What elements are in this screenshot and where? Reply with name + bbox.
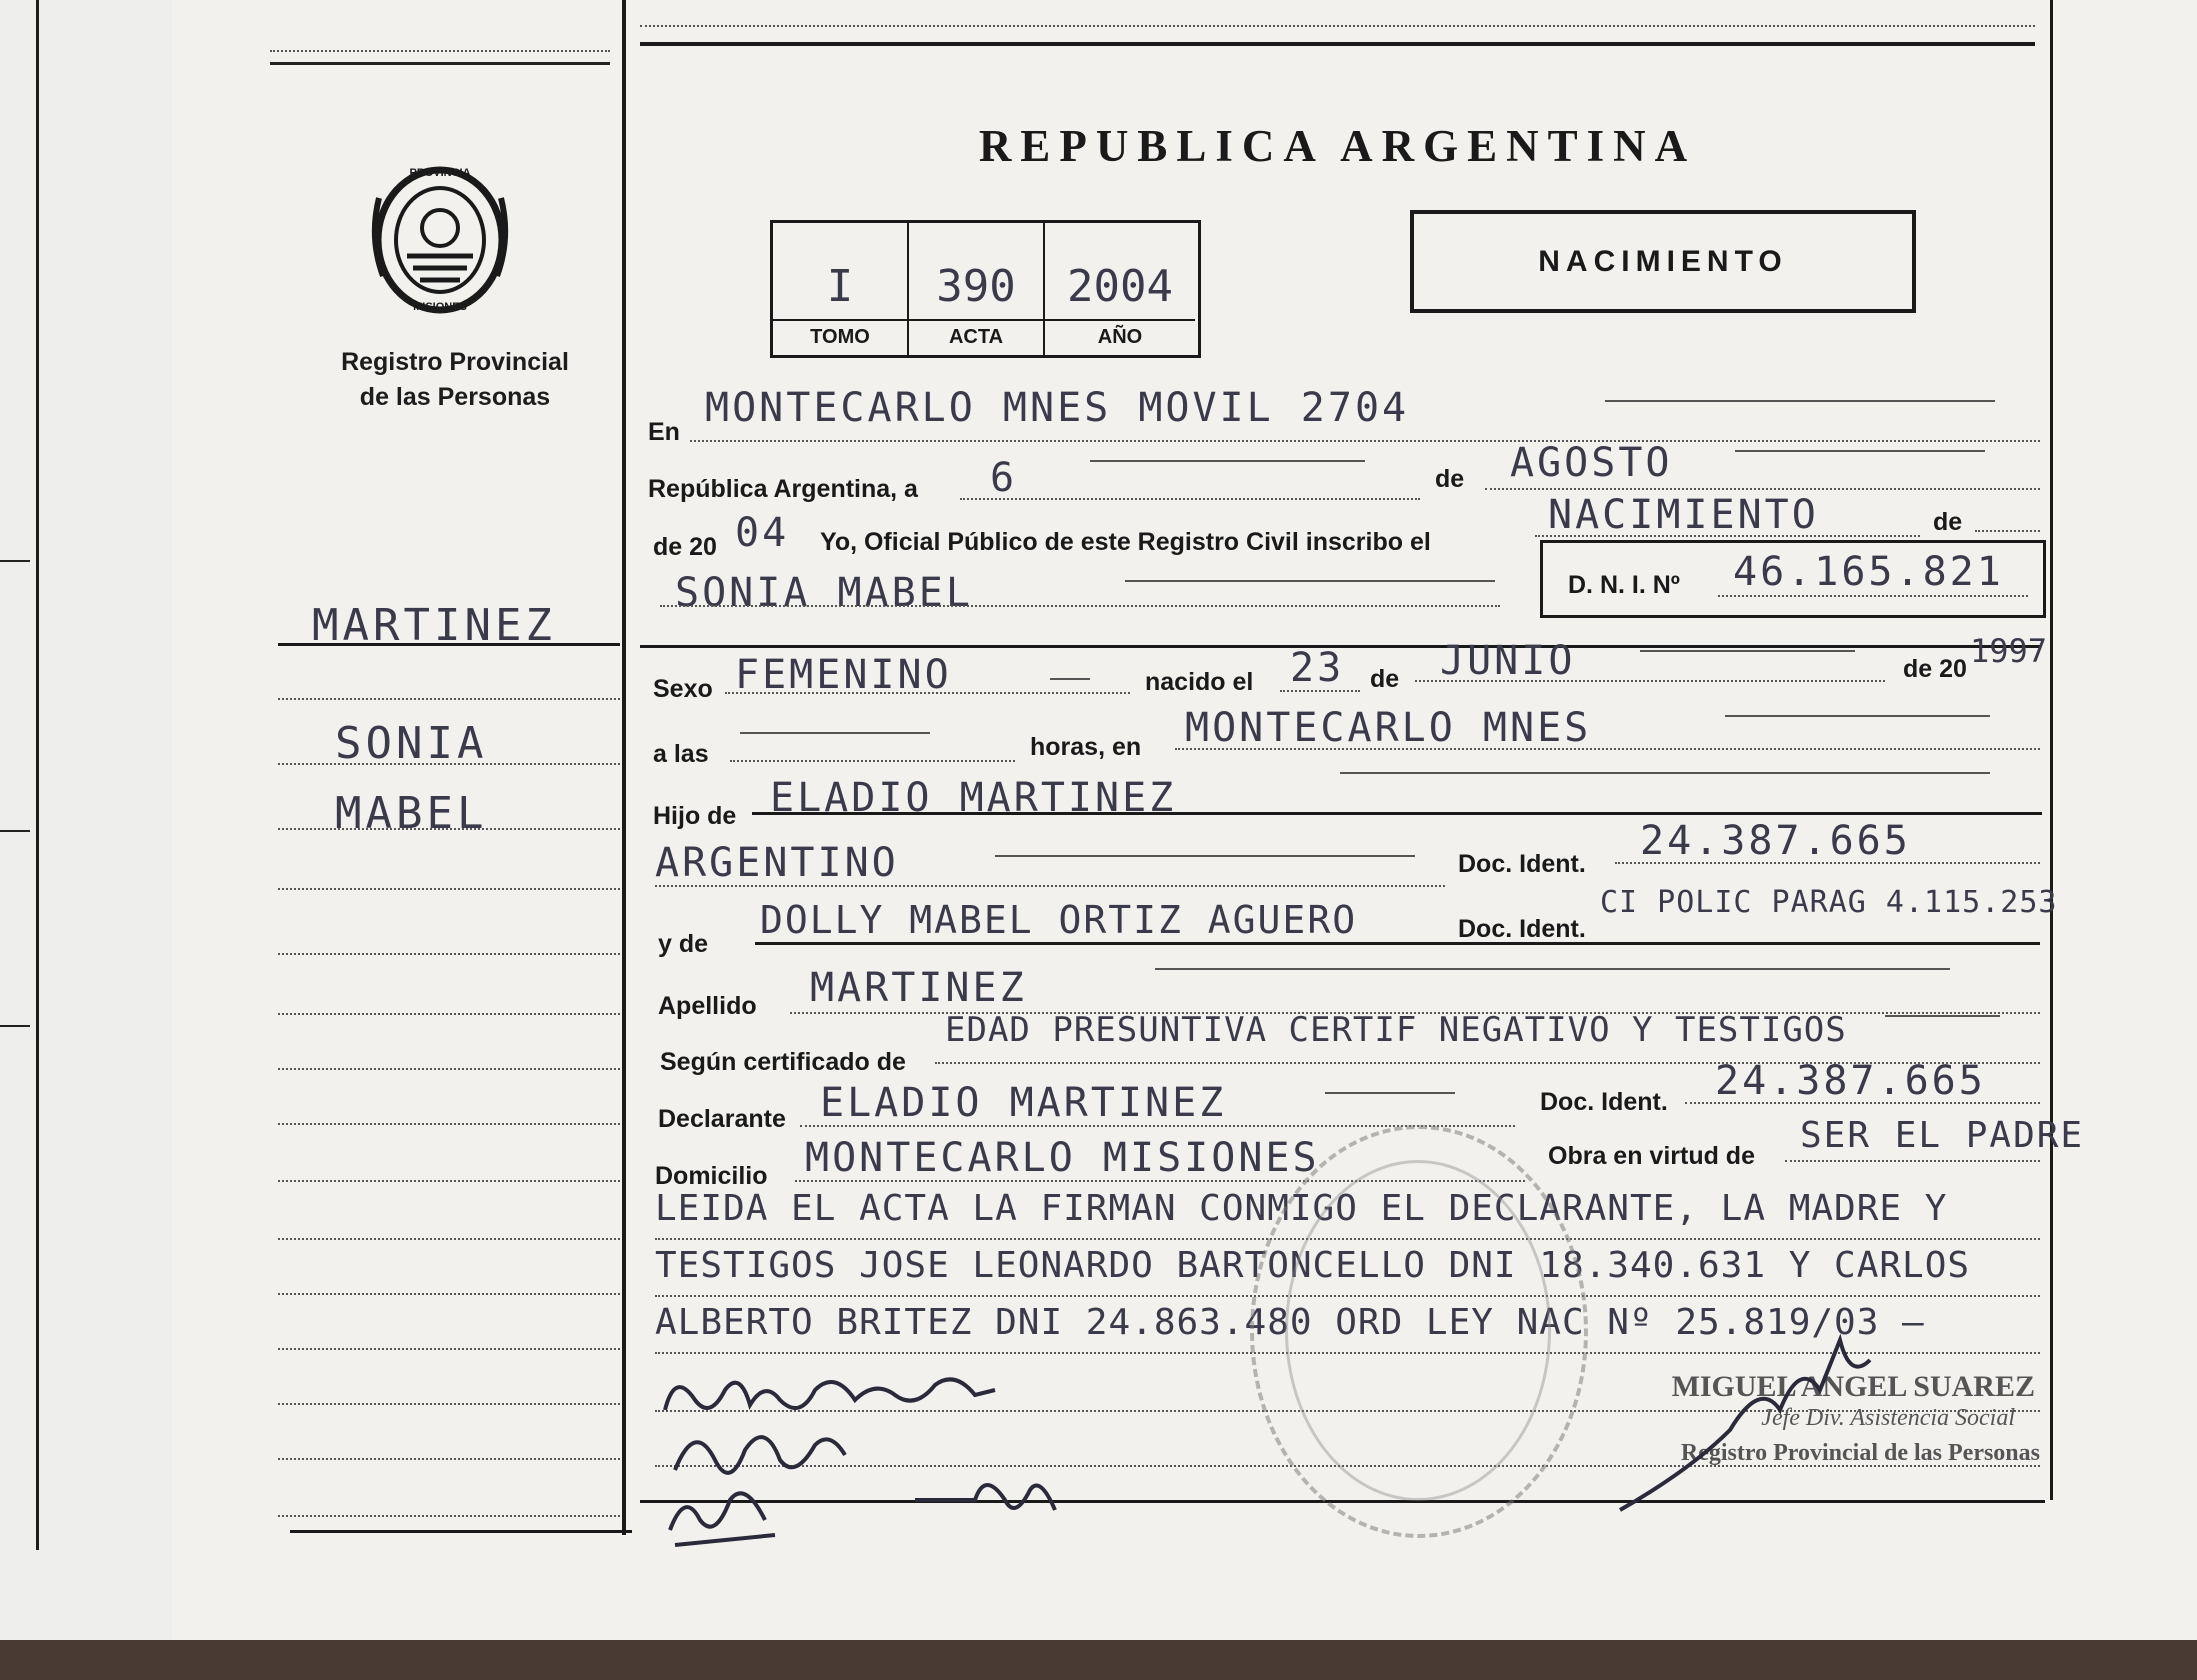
- oficial-text: Yo, Oficial Público de este Registro Civil inscribo el: [820, 528, 1431, 556]
- stub-dotted-line: [278, 1068, 620, 1070]
- seal-bottom-text: MISIONES: [413, 301, 467, 313]
- year-prefix-label: de 20: [653, 533, 717, 561]
- official-title-stamp: Jefe Div. Asistencia Social: [1761, 1405, 2015, 1431]
- acta-value: 390: [936, 261, 1016, 312]
- document-title: REPUBLICA ARGENTINA: [978, 121, 1697, 171]
- stub-dotted-line: [278, 763, 620, 765]
- year-suffix-value: 04: [735, 510, 790, 556]
- stub-organization: [305, 345, 605, 415]
- declarante-doc-value: 24.387.665: [1715, 1058, 1986, 1104]
- dotted-line: [1615, 862, 2040, 864]
- stub-dotted-line: [278, 1238, 620, 1240]
- dni-label: D. N. I. Nº: [1568, 571, 1680, 599]
- mother-name-value: DOLLY MABEL ORTIZ AGUERO: [760, 898, 1358, 942]
- apellido-value: MARTINEZ: [810, 965, 1027, 1011]
- official-round-stamp-inner: [1285, 1160, 1551, 1501]
- domicilio-value: MONTECARLO MISIONES: [805, 1135, 1320, 1181]
- stub-dotted-line: [278, 888, 620, 890]
- de3-label: de: [1370, 665, 1400, 693]
- fill-line: [1725, 715, 1990, 717]
- notes-line1: LEIDA EL ACTA LA FIRMAN CONMIGO EL DECLARANTE, LA MADRE Y: [655, 1188, 1948, 1229]
- row-rule: [755, 942, 2040, 945]
- stub-dotted-line: [278, 953, 620, 955]
- stub-dotted-line: [278, 1123, 620, 1125]
- dotted-line: [1535, 535, 1920, 537]
- birth-year-prefix-label: de 20: [1903, 655, 1967, 683]
- table-background: [0, 1640, 2197, 1680]
- sexo-value: FEMENINO: [735, 652, 952, 698]
- signatures-drawing: [655, 1350, 1075, 1550]
- dotted-line: [725, 692, 1130, 694]
- notes-line3: ALBERTO BRITEZ DNI 24.863.480 ORD LEY NAC Nº 25.819/03 —: [655, 1302, 1925, 1343]
- official-name-stamp: MIGUEL ANGEL SUAREZ: [1671, 1370, 2035, 1403]
- doc-ident2-label: Doc. Ident.: [1458, 915, 1586, 943]
- stub-surname-line: [278, 643, 620, 646]
- registry-box: [770, 220, 1201, 358]
- facing-page-rule: [0, 1025, 30, 1027]
- dotted-line: [730, 760, 1015, 762]
- y-de-label: y de: [658, 930, 709, 958]
- dni-box: [1540, 540, 2046, 618]
- birth-year-value: 1997: [1970, 632, 2048, 670]
- certificado-value: EDAD PRESUNTIVA CERTIF NEGATIVO Y TESTIGOS: [945, 1010, 1847, 1050]
- stub-first-name: SONIA: [335, 718, 488, 769]
- registry-separator: [909, 319, 1043, 321]
- stub-bottom-rule: [290, 1530, 632, 1533]
- declarante-value: ELADIO MARTINEZ: [820, 1080, 1227, 1126]
- stub-org-line1: Registro Provincial: [341, 348, 569, 376]
- birth-day-value: 23: [1290, 645, 1345, 691]
- dotted-line: [1280, 690, 1360, 692]
- fill-line: [1155, 968, 1950, 970]
- father-nationality-value: ARGENTINO: [655, 840, 899, 886]
- dni-value: 46.165.821: [1733, 549, 2004, 595]
- dotted-line: [1685, 1102, 2040, 1104]
- father-doc-value: 24.387.665: [1640, 818, 1911, 864]
- dotted-line: [655, 885, 1445, 887]
- place-value: MONTECARLO MNES MOVIL 2704: [705, 385, 1410, 431]
- facing-page: [0, 0, 177, 1650]
- fill-line: [1125, 580, 1495, 582]
- stub-dotted-line: [278, 1403, 620, 1405]
- top-dotted-line: [640, 25, 2035, 27]
- stub-org-line2: de las Personas: [359, 383, 551, 411]
- provincial-seal-icon: [365, 158, 515, 318]
- acta-label: ACTA: [948, 326, 1004, 348]
- stub-surname: MARTINEZ: [312, 600, 556, 651]
- nacido-label: nacido el: [1145, 668, 1254, 696]
- dotted-line: [960, 498, 1420, 500]
- registry-separator: [1045, 319, 1195, 321]
- obra-value: SER EL PADRE: [1800, 1115, 2085, 1156]
- father-name-value: ELADIO MARTINEZ: [770, 775, 1177, 821]
- stub-dotted-line: [278, 1013, 620, 1015]
- hijo-label: Hijo de: [653, 802, 737, 830]
- anio-label: AÑO: [1097, 326, 1143, 348]
- dotted-line: [1718, 595, 2028, 597]
- fill-line: [1325, 1092, 1455, 1094]
- dotted-line: [1785, 1160, 2040, 1162]
- facing-page-edge: [36, 0, 39, 1550]
- stub-dotted-line: [278, 1458, 620, 1460]
- anio-cell: [1045, 223, 1195, 355]
- certificado-label: Según certificado de: [660, 1048, 906, 1076]
- fill-line: [1340, 772, 1990, 774]
- fill-line: [740, 732, 930, 734]
- declarante-label: Declarante: [658, 1105, 786, 1133]
- month-value: AGOSTO: [1510, 440, 1673, 486]
- dotted-line: [660, 605, 1500, 607]
- tomo-cell: [773, 223, 909, 355]
- domicilio-label: Domicilio: [655, 1162, 768, 1190]
- registered-event-value: NACIMIENTO: [1548, 492, 1819, 538]
- dotted-line: [1485, 488, 2040, 490]
- facing-page-rule: [0, 560, 30, 562]
- dotted-line: [1415, 680, 1885, 682]
- stub-dotted-line: [278, 1180, 620, 1182]
- apellido-label: Apellido: [658, 992, 757, 1020]
- stub-dotted-line: [278, 1348, 620, 1350]
- fill-line: [1605, 400, 1995, 402]
- dotted-line: [1975, 530, 2040, 532]
- stub-dotted-line: [278, 1515, 620, 1517]
- sexo-label: Sexo: [653, 675, 713, 703]
- anio-value: 2004: [1067, 261, 1173, 312]
- day-value: 6: [990, 455, 1018, 501]
- notes-line2: TESTIGOS JOSE LEONARDO BARTONCELLO DNI 18.340.631 Y CARLOS: [655, 1245, 1971, 1286]
- dotted-line: [1175, 748, 2040, 750]
- tomo-value: I: [826, 261, 854, 312]
- registry-separator: [773, 319, 907, 321]
- fill-line: [995, 855, 1415, 857]
- en-label: En: [648, 418, 680, 446]
- stub-dotted-line: [278, 1293, 620, 1295]
- official-signature-drawing: [1610, 1320, 1910, 1520]
- stub-middle-name: MABEL: [335, 788, 488, 839]
- de-label: de: [1435, 465, 1465, 493]
- birth-month-value: JUNIO: [1440, 638, 1576, 684]
- seal-top-text: PROVINCIA: [409, 167, 471, 179]
- stub-top-dotted-line: [270, 50, 610, 52]
- republica-label: República Argentina, a: [648, 475, 918, 503]
- obra-label: Obra en virtud de: [1548, 1142, 1755, 1170]
- dotted-line: [690, 440, 2040, 442]
- official-office-stamp: Registro Provincial de las Personas: [1680, 1440, 2040, 1466]
- doc-ident3-label: Doc. Ident.: [1540, 1088, 1668, 1116]
- acta-cell: [909, 223, 1045, 355]
- fill-line: [1050, 678, 1090, 680]
- row-rule: [752, 812, 2042, 815]
- tomo-label: TOMO: [810, 326, 870, 348]
- stub-top-rule: [270, 62, 610, 65]
- doc-ident-label: Doc. Ident.: [1458, 850, 1586, 878]
- fill-line: [1090, 460, 1365, 462]
- fill-line: [1885, 1015, 2000, 1017]
- a-las-label: a las: [653, 740, 709, 768]
- column-divider: [622, 0, 626, 1535]
- horas-label: horas, en: [1030, 733, 1142, 761]
- stub-dotted-line: [278, 828, 620, 830]
- de2-label: de: [1933, 508, 1963, 536]
- top-rule: [640, 42, 2035, 46]
- facing-page-rule: [0, 830, 30, 832]
- fill-line: [1640, 650, 1855, 652]
- stub-dotted-line: [278, 698, 620, 700]
- document-type-box: NACIMIENTO: [1410, 210, 1916, 313]
- form-right-edge: [2050, 0, 2053, 1500]
- birth-place-value: MONTECARLO MNES: [1185, 705, 1592, 751]
- fill-line: [1735, 450, 1985, 452]
- registrant-name-value: SONIA MABEL: [675, 570, 973, 616]
- mother-doc-value: CI POLIC PARAG 4.115.253: [1600, 885, 2058, 920]
